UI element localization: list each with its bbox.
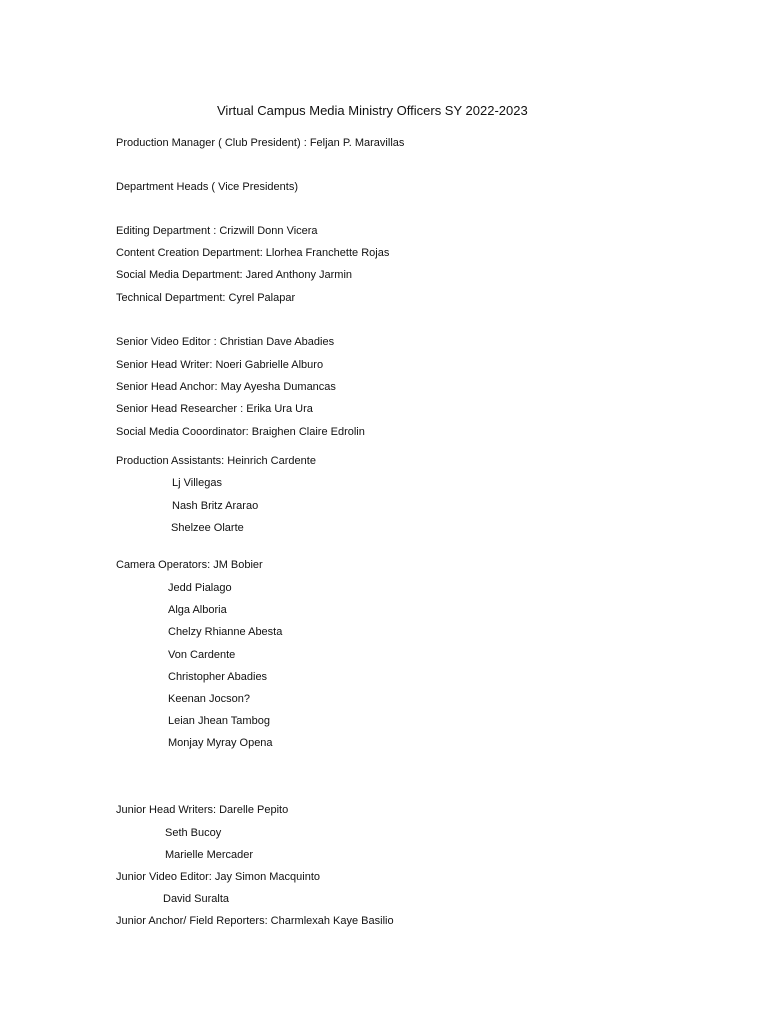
junior-anchor-line: Junior Anchor/ Field Reporters: Charmlexah Kaye Basilio <box>116 915 394 927</box>
production-manager-line: Production Manager ( Club President) : Feljan P. Maravillas <box>116 137 405 149</box>
production-assistant-name: Lj Villegas <box>172 477 222 489</box>
senior-role-head-writer: Senior Head Writer: Noeri Gabrielle Alburo <box>116 359 324 371</box>
department-line-content: Content Creation Department: Llorhea Franchette Rojas <box>116 247 390 259</box>
senior-role-head-researcher: Senior Head Researcher : Erika Ura Ura <box>116 403 313 415</box>
camera-operator-name: Chelzy Rhianne Abesta <box>168 626 283 638</box>
production-assistant-name: Shelzee Olarte <box>171 522 244 534</box>
junior-head-writer-name: Marielle Mercader <box>165 849 254 861</box>
department-line-social: Social Media Department: Jared Anthony Jarmin <box>116 269 353 281</box>
document-title: Virtual Campus Media Ministry Officers SY 2022-2023 <box>217 103 528 118</box>
camera-operator-name: Christopher Abadies <box>168 671 268 683</box>
camera-operator-name: Von Cardente <box>168 649 236 661</box>
department-line-technical: Technical Department: Cyrel Palapar <box>116 292 296 304</box>
junior-head-writer-name: Seth Bucoy <box>165 827 222 839</box>
camera-operator-name: Keenan Jocson? <box>168 693 250 705</box>
camera-operator-name: Alga Alboria <box>168 604 227 616</box>
department-heads-heading: Department Heads ( Vice Presidents) <box>116 181 298 193</box>
camera-operator-name: Jedd Pialago <box>168 582 232 594</box>
production-assistants-line: Production Assistants: Heinrich Cardente <box>116 455 316 467</box>
department-line-editing: Editing Department : Crizwill Donn Vicera <box>116 225 318 237</box>
camera-operator-name: Monjay Myray Opena <box>168 737 273 749</box>
camera-operator-name: Leian Jhean Tambog <box>168 715 270 727</box>
junior-head-writers-line: Junior Head Writers: Darelle Pepito <box>116 804 289 816</box>
camera-operators-line: Camera Operators: JM Bobier <box>116 559 263 571</box>
junior-video-editor-name: David Suralta <box>163 893 230 905</box>
junior-video-editor-line: Junior Video Editor: Jay Simon Macquinto <box>116 871 321 883</box>
production-assistant-name: Nash Britz Ararao <box>172 500 259 512</box>
social-media-coordinator-line: Social Media Cooordinator: Braighen Claire Edrolin <box>116 426 365 438</box>
senior-role-video-editor: Senior Video Editor : Christian Dave Abadies <box>116 336 335 348</box>
senior-role-head-anchor: Senior Head Anchor: May Ayesha Dumancas <box>116 381 336 393</box>
